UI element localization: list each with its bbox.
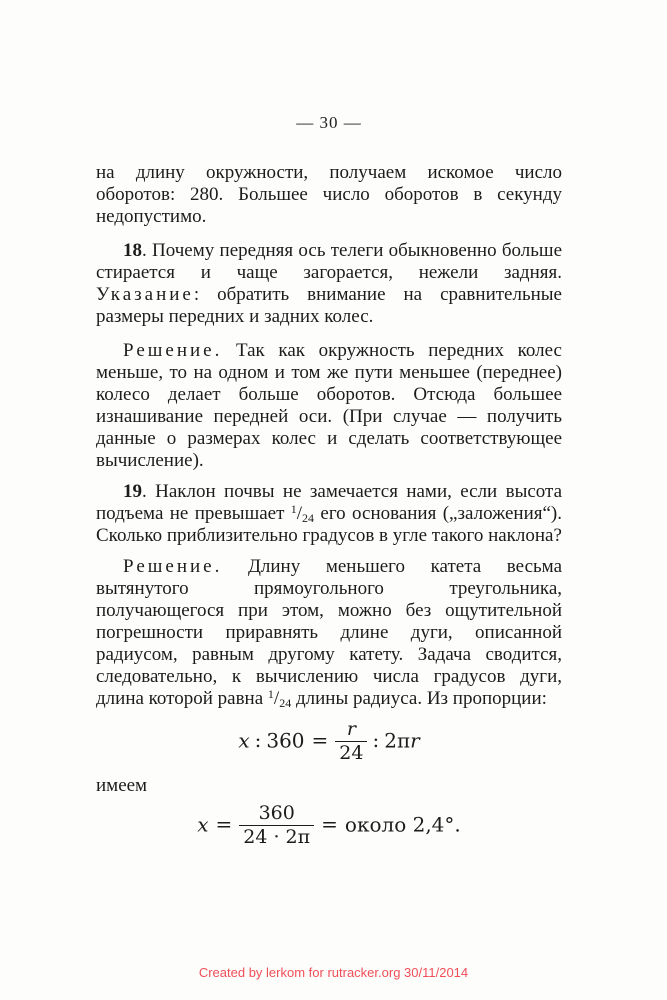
watermark-credit: Created by lerkom for rutracker.org 30/11/2014 (198, 965, 469, 980)
math-result-text: около 2,4°. (344, 811, 461, 836)
problem-18-hint-text: : обратить внимание на сравнительные размеры передних и задних колес. (96, 284, 562, 327)
paragraph-problem-18 (96, 240, 562, 328)
paragraph-solution-19 (96, 556, 562, 710)
fraction-slash: / (273, 688, 280, 709)
page-number: — 30 — (296, 113, 362, 132)
problem-19-number: 19 (123, 481, 142, 502)
problem-19-text-after: его основания („заложения“). Сколько приблизительно градусов в угле такого наклона? (96, 503, 562, 546)
solution-19-fraction (268, 688, 291, 709)
formula-result (96, 803, 562, 849)
solution-19-text-before: Длину меньшего катета весьма вытянутого прямоугольного треугольника, получающегося при этом, можно без ощутительной погрешности приравнять длине дуги, описанной радиусом, равным другому катету. Задача сводится, следовательно, к вычислению числа градусов дуги, длина которой равна (96, 556, 562, 709)
math-equals: = (215, 811, 233, 836)
fraction-denominator: 24 (302, 511, 315, 525)
intro-text: на длину окружности, получаем искомое число оборотов: 280. Большее число оборотов в секунду недопустимо. (96, 162, 562, 227)
math-equals: = (311, 728, 329, 753)
fraction-numerator: r (335, 719, 367, 742)
math-r: r (410, 728, 420, 753)
math-360: 360 (266, 728, 305, 753)
solution-19-text-after: длины радиуса. Из пропорции: (291, 688, 547, 709)
problem-18-hint-label: Указание (96, 284, 194, 305)
page-content (96, 113, 562, 858)
fraction-denominator: 24 (339, 742, 364, 765)
math-x: x (238, 728, 250, 753)
problem-18-number: 18 (123, 240, 142, 261)
fraction-360-24-2pi (239, 803, 314, 849)
fraction-r-24 (335, 719, 367, 765)
math-x: x (197, 811, 209, 836)
math-colon: : (372, 728, 380, 753)
paragraph-problem-19 (96, 481, 562, 547)
problem-19-text-before: . Наклон почвы не замечается нами, если высота подъема не превышает (96, 481, 562, 524)
problem-18-text: . Почему передняя ось телеги обыкновенно больше стирается и чаще загорается, нежели задняя. (96, 240, 562, 283)
fraction-denominator: 24 (279, 696, 292, 710)
paragraph-intro (96, 162, 562, 228)
solution-18-label: Решение. (123, 340, 223, 361)
paragraph-solution-18 (96, 340, 562, 472)
problem-19-fraction (291, 503, 314, 524)
formula-proportion (96, 719, 562, 765)
solution-18-text: Так как окружность передних колес меньше, то на одном и том же пути меньшее (переднее) колесо делает больше оборотов. Отсюда большее изнашивание передней оси. (При случае — получить данные о размерах колес и сделать соответствующее вычисление). (96, 340, 562, 471)
math-2pi: 2π (384, 728, 411, 753)
solution-19-label: Решение. (123, 556, 223, 577)
fraction-numerator: 1 (290, 502, 297, 516)
math-colon: : (254, 728, 262, 753)
fraction-numerator: 1 (267, 687, 274, 701)
fraction-numerator: 360 (239, 803, 314, 826)
math-equals: = (321, 811, 338, 836)
fraction-denominator: 24 · 2π (243, 825, 311, 848)
fraction-slash: / (296, 503, 303, 524)
have-word: имеем (96, 774, 148, 796)
